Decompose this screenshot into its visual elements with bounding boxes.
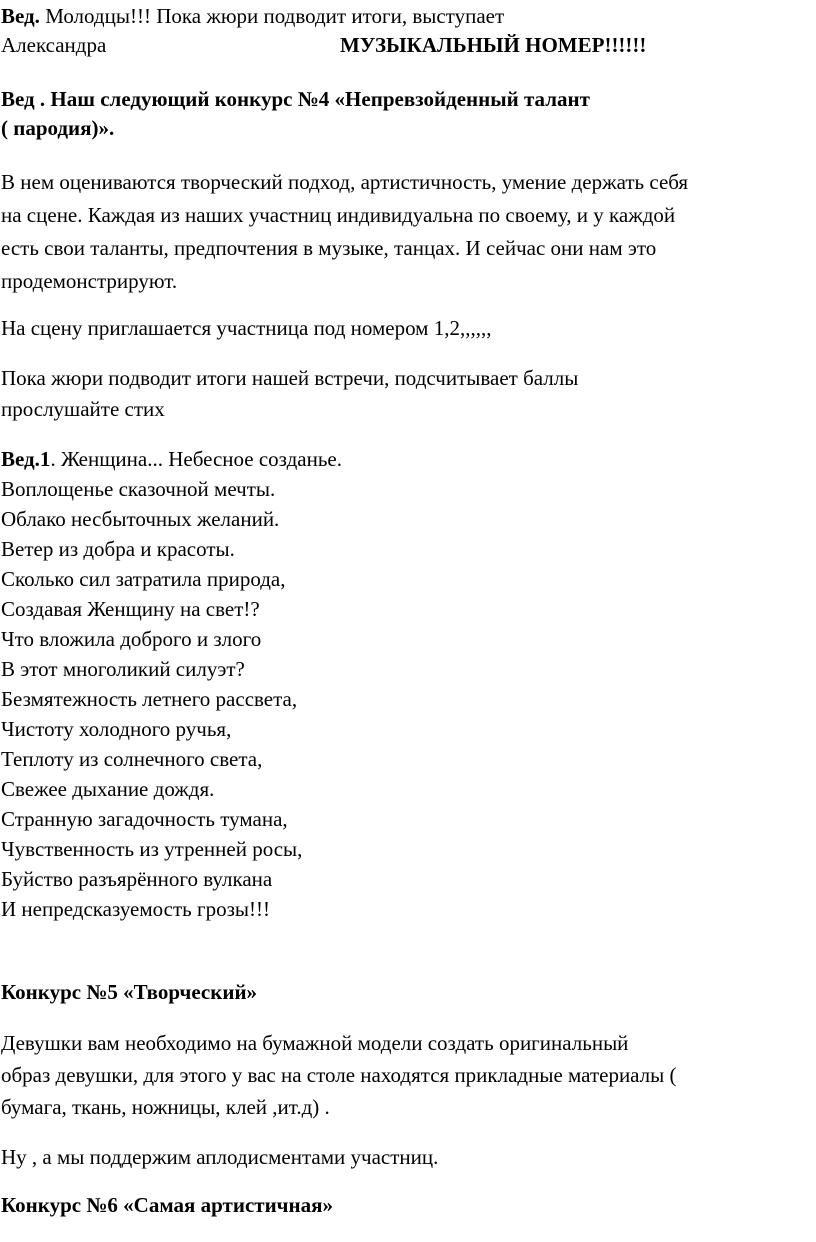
contest5-line: бумага, ткань, ножницы, клей ,ит.д) . bbox=[1, 1095, 330, 1119]
poem-line: В этот многоликий силуэт? bbox=[1, 657, 245, 681]
poem bbox=[1, 444, 816, 924]
performer-name: Александра bbox=[1, 33, 107, 57]
contest6-heading bbox=[1, 1191, 816, 1220]
poem-line: Облако несбыточных желаний. bbox=[1, 507, 280, 531]
contest6-heading-text: Конкурс №6 «Самая артистичная» bbox=[1, 1193, 333, 1217]
contest5-line: образ девушки, для этого у вас на столе находятся прикладные материалы ( bbox=[1, 1063, 677, 1087]
intro-line-2 bbox=[1, 31, 816, 60]
invite-text: На сцену приглашается участница под номером 1,2,,,,,, bbox=[1, 316, 492, 340]
poem-line: Чувственность из утренней росы, bbox=[1, 837, 303, 861]
poem-line: Сколько сил затратила природа, bbox=[1, 567, 286, 591]
poem-line: Теплоту из солнечного света, bbox=[1, 747, 263, 771]
talent-line: В нем оцениваются творческий подход, артистичность, умение держать себя bbox=[1, 170, 689, 194]
jury-line: Пока жюри подводит итоги нашей встречи, подсчитывает баллы bbox=[1, 366, 579, 390]
jury-paragraph bbox=[1, 363, 816, 425]
poem-first-line bbox=[1, 444, 816, 474]
intro-line-1 bbox=[1, 2, 816, 31]
poem-line: Ветер из добра и красоты. bbox=[1, 537, 235, 561]
talent-line: продемонстрируют. bbox=[1, 269, 178, 293]
poem-line: Воплощенье сказочной мечты. bbox=[1, 477, 276, 501]
poem-line: . Женщина... Небесное созданье. bbox=[50, 447, 342, 471]
speaker-label: Вед. bbox=[1, 4, 40, 28]
poem-line: Буйство разъярённого вулкана bbox=[1, 867, 273, 891]
talent-paragraph bbox=[1, 166, 816, 298]
intro-text: Молодцы!!! Пока жюри подводит итоги, выступает bbox=[39, 4, 505, 28]
talent-line: на сцене. Каждая из наших участниц индивидуальна по своему, и у каждой bbox=[1, 203, 676, 227]
contest5-heading bbox=[1, 978, 816, 1007]
contest5-heading-text: Конкурс №5 «Творческий» bbox=[1, 980, 258, 1004]
jury-line: прослушайте стих bbox=[1, 397, 165, 421]
poem-speaker-label: Вед.1 bbox=[1, 447, 51, 471]
talent-line: есть свои таланты, предпочтения в музыке, танцах. И сейчас они нам это bbox=[1, 236, 657, 260]
contest4-heading bbox=[1, 85, 816, 143]
contest4-heading-line-1: Вед . Наш следующий конкурс №4 «Непревзойденный талант bbox=[1, 87, 590, 111]
support-paragraph bbox=[1, 1143, 816, 1172]
poem-line: Создавая Женщину на свет!? bbox=[1, 597, 260, 621]
poem-line: И непредсказуемость грозы!!! bbox=[1, 897, 271, 921]
invite-paragraph bbox=[1, 314, 816, 343]
contest5-line: Девушки вам необходимо на бумажной модели создать оригинальный bbox=[1, 1031, 629, 1055]
musical-number-announce: МУЗЫКАЛЬНЫЙ НОМЕР!!!!!! bbox=[340, 33, 647, 57]
poem-line: Безмятежность летнего рассвета, bbox=[1, 687, 298, 711]
poem-line: Что вложила доброго и злого bbox=[1, 627, 262, 651]
poem-line: Чистоту холодного ручья, bbox=[1, 717, 232, 741]
poem-line: Странную загадочность тумана, bbox=[1, 807, 288, 831]
poem-line: Свежее дыхание дождя. bbox=[1, 777, 215, 801]
intro-paragraph bbox=[1, 2, 816, 60]
contest5-paragraph bbox=[1, 1027, 816, 1123]
contest4-heading-line-2: ( пародия)». bbox=[1, 116, 115, 140]
support-text: Ну , а мы поддержим аплодисментами участниц. bbox=[1, 1145, 439, 1169]
